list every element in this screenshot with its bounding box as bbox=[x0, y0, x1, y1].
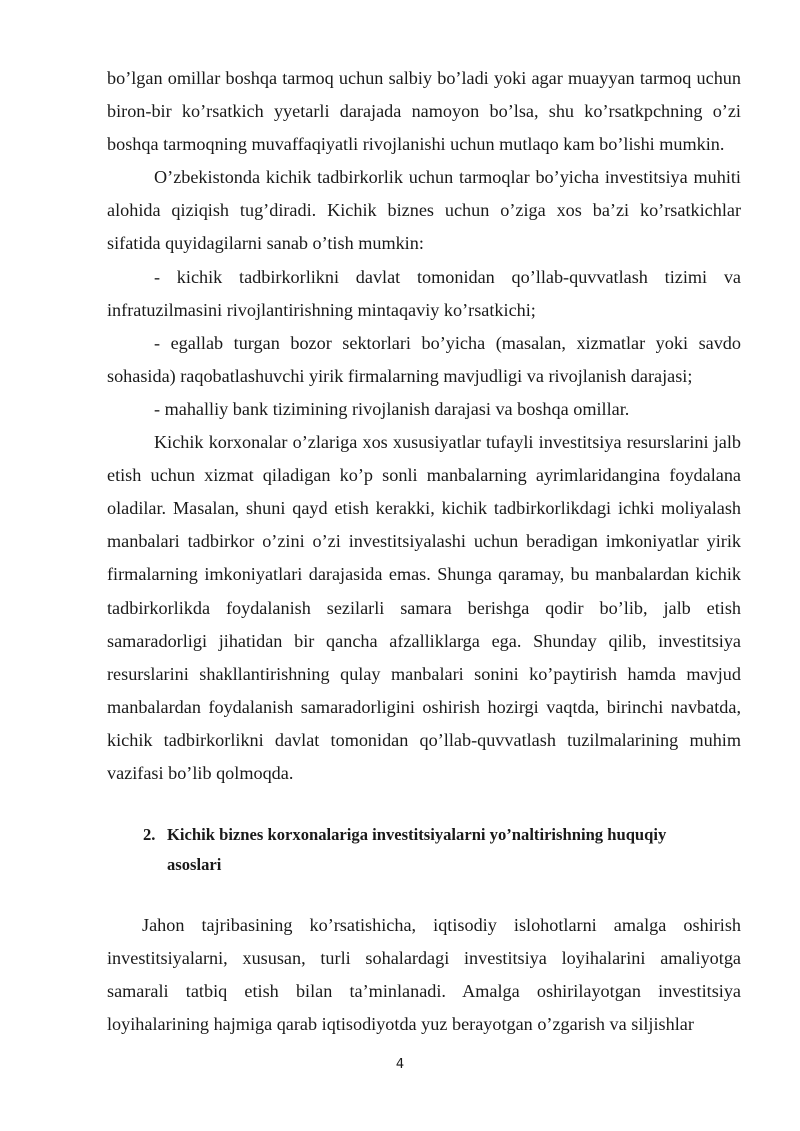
list-item-2: - egallab turgan bozor sektorlari bo’yicha (masalan, xizmatlar yoki savdo sohasida) raqobatlashuvchi yirik firmalarning mavjudligi va rivojlanish darajasi; bbox=[107, 332, 741, 386]
document-page bbox=[107, 62, 741, 1041]
list-item-3: - mahalliy bank tizimining rivojlanish darajasi va boshqa omillar. bbox=[154, 398, 630, 419]
paragraph-4: Jahon tajribasining ko’rsatishicha, iqtisodiy islohotlarni amalga oshirish investitsiyalarni, xususan, turli sohalardagi investitsiya loyihalarini amaliyotga samarali tatbiq etish bilan ta’minlanadi. Amalga oshirilayotgan investitsiya loyihalarining hajmiga qarab iqtisodiyotda yuz berayotgan o’zgarish va siljishlar bbox=[107, 915, 741, 1035]
section-title: Kichik biznes korxonalariga investitsiyalarni yo’naltirishning huquqiy asoslari bbox=[167, 825, 667, 874]
paragraph-3: Kichik korxonalar o’zlariga xos xususiyatlar tufayli investitsiya resurslarini jalb etish uchun xizmat qiladigan ko’p sonli manbalarning ayrimlaridangina foydalana oladilar. Masalan, shuni qayd etish kerakki, kichik tadbirkorlikdagi ichki moliyalash manbalari tadbirkor o’zini o’zi investitsiyalashi uchun beradigan imkoniyatlar yirik firmalarning imkoniyatlari darajasida emas. Shunga qaramay, bu manbalardan kichik tadbirkorlikda foydalanish sezilarli samara berishga qodir bo’lib, jalb etish samaradorligi jihatidan bir qancha afzalliklarga ega. Shunday qilib, investitsiya resurslarini shakllantirishning qulay manbalari sonini ko’paytirish hamda mavjud manbalardan foydalanish samaradorligini oshirish hozirgi vaqtda, birinchi navbatda, kichik tadbirkorlikni davlat tomonidan qo’llab-quvvatlash tuzilmalarining muhim vazifasi bo’lib qolmoqda. bbox=[107, 432, 741, 783]
page-number: 4 bbox=[395, 1057, 405, 1072]
section-number: 2. bbox=[143, 825, 156, 845]
list-item-1: - kichik tadbirkorlikni davlat tomonidan qo’llab-quvvatlash tizimi va infratuzilmasini rivojlantirishning mintaqaviy ko’rsatkichi; bbox=[107, 266, 741, 320]
section-heading bbox=[107, 820, 741, 879]
paragraph-2: O’zbekistonda kichik tadbirkorlik uchun tarmoqlar bo’yicha investitsiya muhiti alohida qiziqish tug’diradi. Kichik biznes uchun o’ziga xos ba’zi ko’rsatkichlar sifatida quyidagilarni sanab o’tish mumkin: bbox=[107, 167, 741, 254]
paragraph-1: bo’lgan omillar boshqa tarmoq uchun salbiy bo’ladi yoki agar muayyan tarmoq uchun biron-bir ko’rsatkich yyetarli darajada namoyon bo’lsa, shu ko’rsatkpchning o’zi boshqa tarmoqning muvaffaqiyatli rivojlanishi uchun mutlaqo kam bo’lishi mumkin. bbox=[107, 68, 741, 155]
